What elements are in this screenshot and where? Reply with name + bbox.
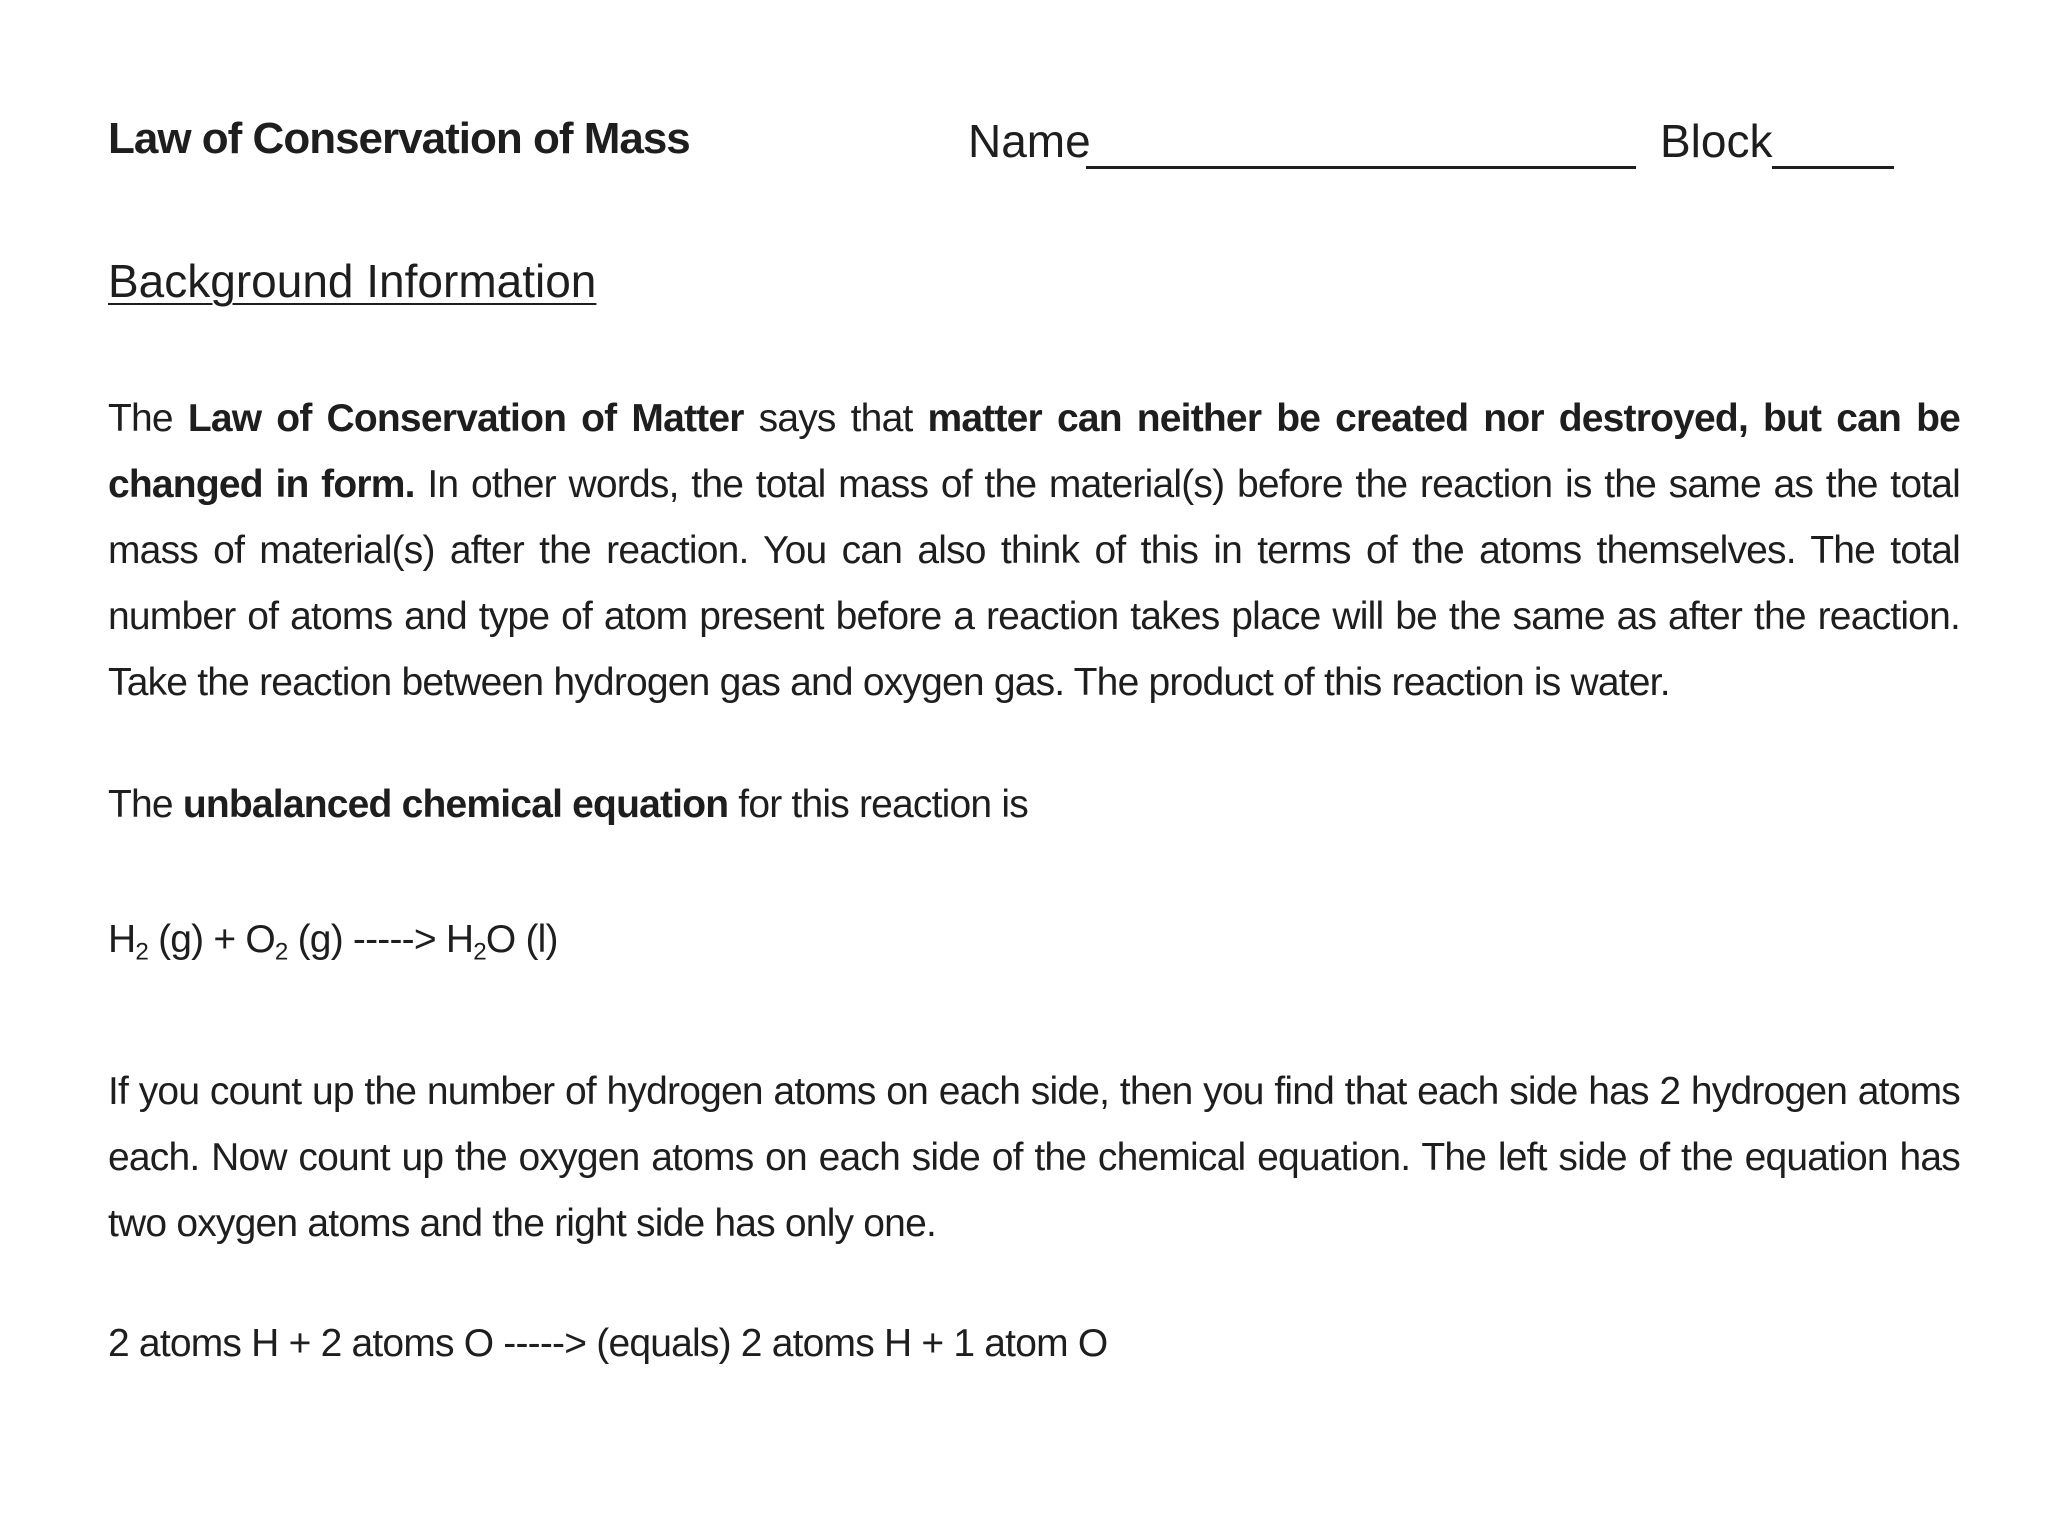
name-blank-line	[1086, 166, 1636, 169]
eq-hydrogen: H	[108, 918, 136, 961]
paragraph-atom-counting: If you count up the number of hydrogen atoms on each side, then you find that each side has 2 hydrogen atoms each. Now count up the oxygen atoms on each side of the chemical equation. The left side of the equation has two oxygen atoms and the right side has only one.	[108, 1070, 1960, 1245]
eq-water-rest: O (l)	[485, 918, 558, 961]
p1-text-a: The	[108, 397, 188, 440]
paragraph-equation-intro	[108, 783, 1028, 827]
block-label: Block	[1660, 115, 1773, 167]
worksheet-title: Law of Conservation of Mass	[108, 114, 690, 163]
eq-oxygen-subscript: 2	[274, 938, 288, 966]
paragraph-conservation-law	[108, 386, 1960, 716]
atom-count-line: 2 atoms H + 2 atoms O -----> (equals) 2 atoms H + 1 atom O	[108, 1322, 1108, 1365]
p2-term: unbalanced chemical equation	[182, 783, 729, 826]
eq-oxygen-state: (g) -----> H	[287, 918, 474, 961]
p1-law-statement: matter can neither be created nor destroyed, but can be changed in form.	[108, 397, 1960, 506]
block-blank-line	[1772, 166, 1894, 169]
p1-text-c: says that	[743, 397, 928, 440]
p1-law-name: Law of Conservation of Matter	[187, 397, 744, 440]
p2-text-a: The	[108, 783, 183, 826]
unbalanced-equation	[108, 918, 558, 966]
p1-text-e: In other words, the total mass of the material(s) before the reaction is the same as the total mass of material(s) after the reaction. You can also think of this in terms of the atoms themselves. The total number of atoms and type of atom present before a reaction takes place will be the same as after the reaction. Take the reaction between hydrogen gas and oxygen gas. The product of this reaction is water.	[108, 463, 1961, 704]
p2-text-c: for this reaction is	[728, 783, 1028, 826]
name-label: Name	[968, 115, 1091, 167]
eq-hydrogen-subscript: 2	[135, 938, 149, 966]
section-heading: Background Information	[108, 255, 597, 307]
eq-water-subscript: 2	[473, 938, 486, 966]
eq-hydrogen-state: (g) + O	[148, 918, 275, 961]
